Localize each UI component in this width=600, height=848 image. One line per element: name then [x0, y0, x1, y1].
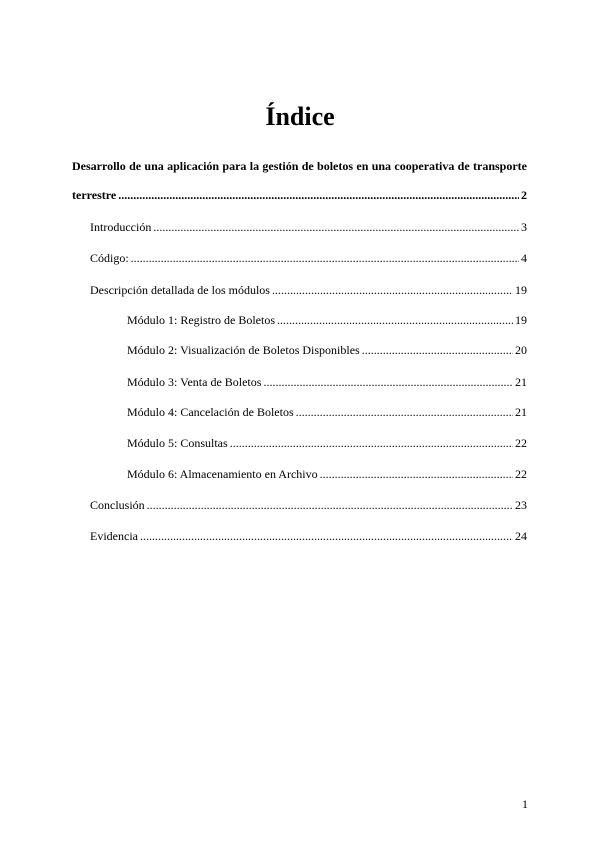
toc-entry-label: Módulo 4: Cancelación de Boletos — [127, 405, 294, 419]
toc-main-entry[interactable] — [72, 187, 527, 203]
toc-dot-leader — [131, 250, 519, 266]
toc-entry-label: Módulo 1: Registro de Boletos — [127, 313, 275, 327]
toc-entry-modulo-5[interactable] — [127, 435, 527, 451]
toc-dot-leader — [320, 466, 513, 482]
page-number: 1 — [522, 797, 528, 811]
toc-page-number: 21 — [515, 405, 527, 419]
toc-dot-leader — [272, 282, 513, 298]
toc-entry-modulo-2[interactable] — [127, 342, 527, 358]
toc-entry-modulo-4[interactable] — [127, 404, 527, 420]
toc-entry-introduccion[interactable] — [90, 219, 527, 235]
toc-dot-leader — [230, 435, 513, 451]
toc-entry-label: Módulo 5: Consultas — [127, 436, 228, 450]
page-title: Índice — [265, 102, 335, 131]
toc-entry-codigo[interactable] — [90, 250, 527, 266]
toc-main-entry-line1[interactable]: Desarrollo de una aplicación para la gestión de boletos en una cooperativa de transporte — [72, 159, 527, 173]
toc-page-number: 4 — [521, 251, 527, 265]
toc-dot-leader — [147, 497, 513, 513]
toc-entry-label: Introducción — [90, 220, 152, 234]
toc-dot-leader — [153, 219, 519, 235]
toc-entry-label: terrestre — [72, 188, 117, 202]
toc-entry-evidencia[interactable] — [90, 528, 527, 544]
toc-page-number: 3 — [521, 220, 527, 234]
toc-page-number: 22 — [515, 467, 527, 481]
toc-entry-modulo-1[interactable] — [127, 312, 527, 328]
toc-dot-leader — [118, 187, 519, 203]
toc-entry-label: Evidencia — [90, 529, 138, 543]
toc-page-number: 20 — [515, 343, 527, 357]
toc-dot-leader — [296, 404, 513, 420]
toc-entry-label: Módulo 2: Visualización de Boletos Disponibles — [127, 343, 360, 357]
toc-page-number: 21 — [515, 375, 527, 389]
toc-entry-label: Módulo 6: Almacenamiento en Archivo — [127, 467, 318, 481]
toc-dot-leader — [277, 312, 513, 328]
toc-page-number: 24 — [515, 529, 527, 543]
toc-dot-leader — [140, 528, 513, 544]
toc-page-number: 23 — [515, 498, 527, 512]
toc-dot-leader — [362, 342, 513, 358]
toc-page-number: 19 — [515, 313, 527, 327]
toc-dot-leader — [263, 374, 513, 390]
toc-entry-label: Conclusión — [90, 498, 145, 512]
toc-page-number: 2 — [521, 188, 527, 202]
toc-entry-descripcion[interactable] — [90, 282, 527, 298]
toc-entry-label: Descripción detallada de los módulos — [90, 283, 270, 297]
toc-page-number: 22 — [515, 436, 527, 450]
toc-entry-label: Módulo 3: Venta de Boletos — [127, 375, 262, 389]
toc-entry-modulo-6[interactable] — [127, 466, 527, 482]
toc-entry-label: Código: — [90, 251, 129, 265]
toc-entry-modulo-3[interactable] — [127, 374, 527, 390]
toc-page-number: 19 — [515, 283, 527, 297]
toc-entry-conclusion[interactable] — [90, 497, 527, 513]
